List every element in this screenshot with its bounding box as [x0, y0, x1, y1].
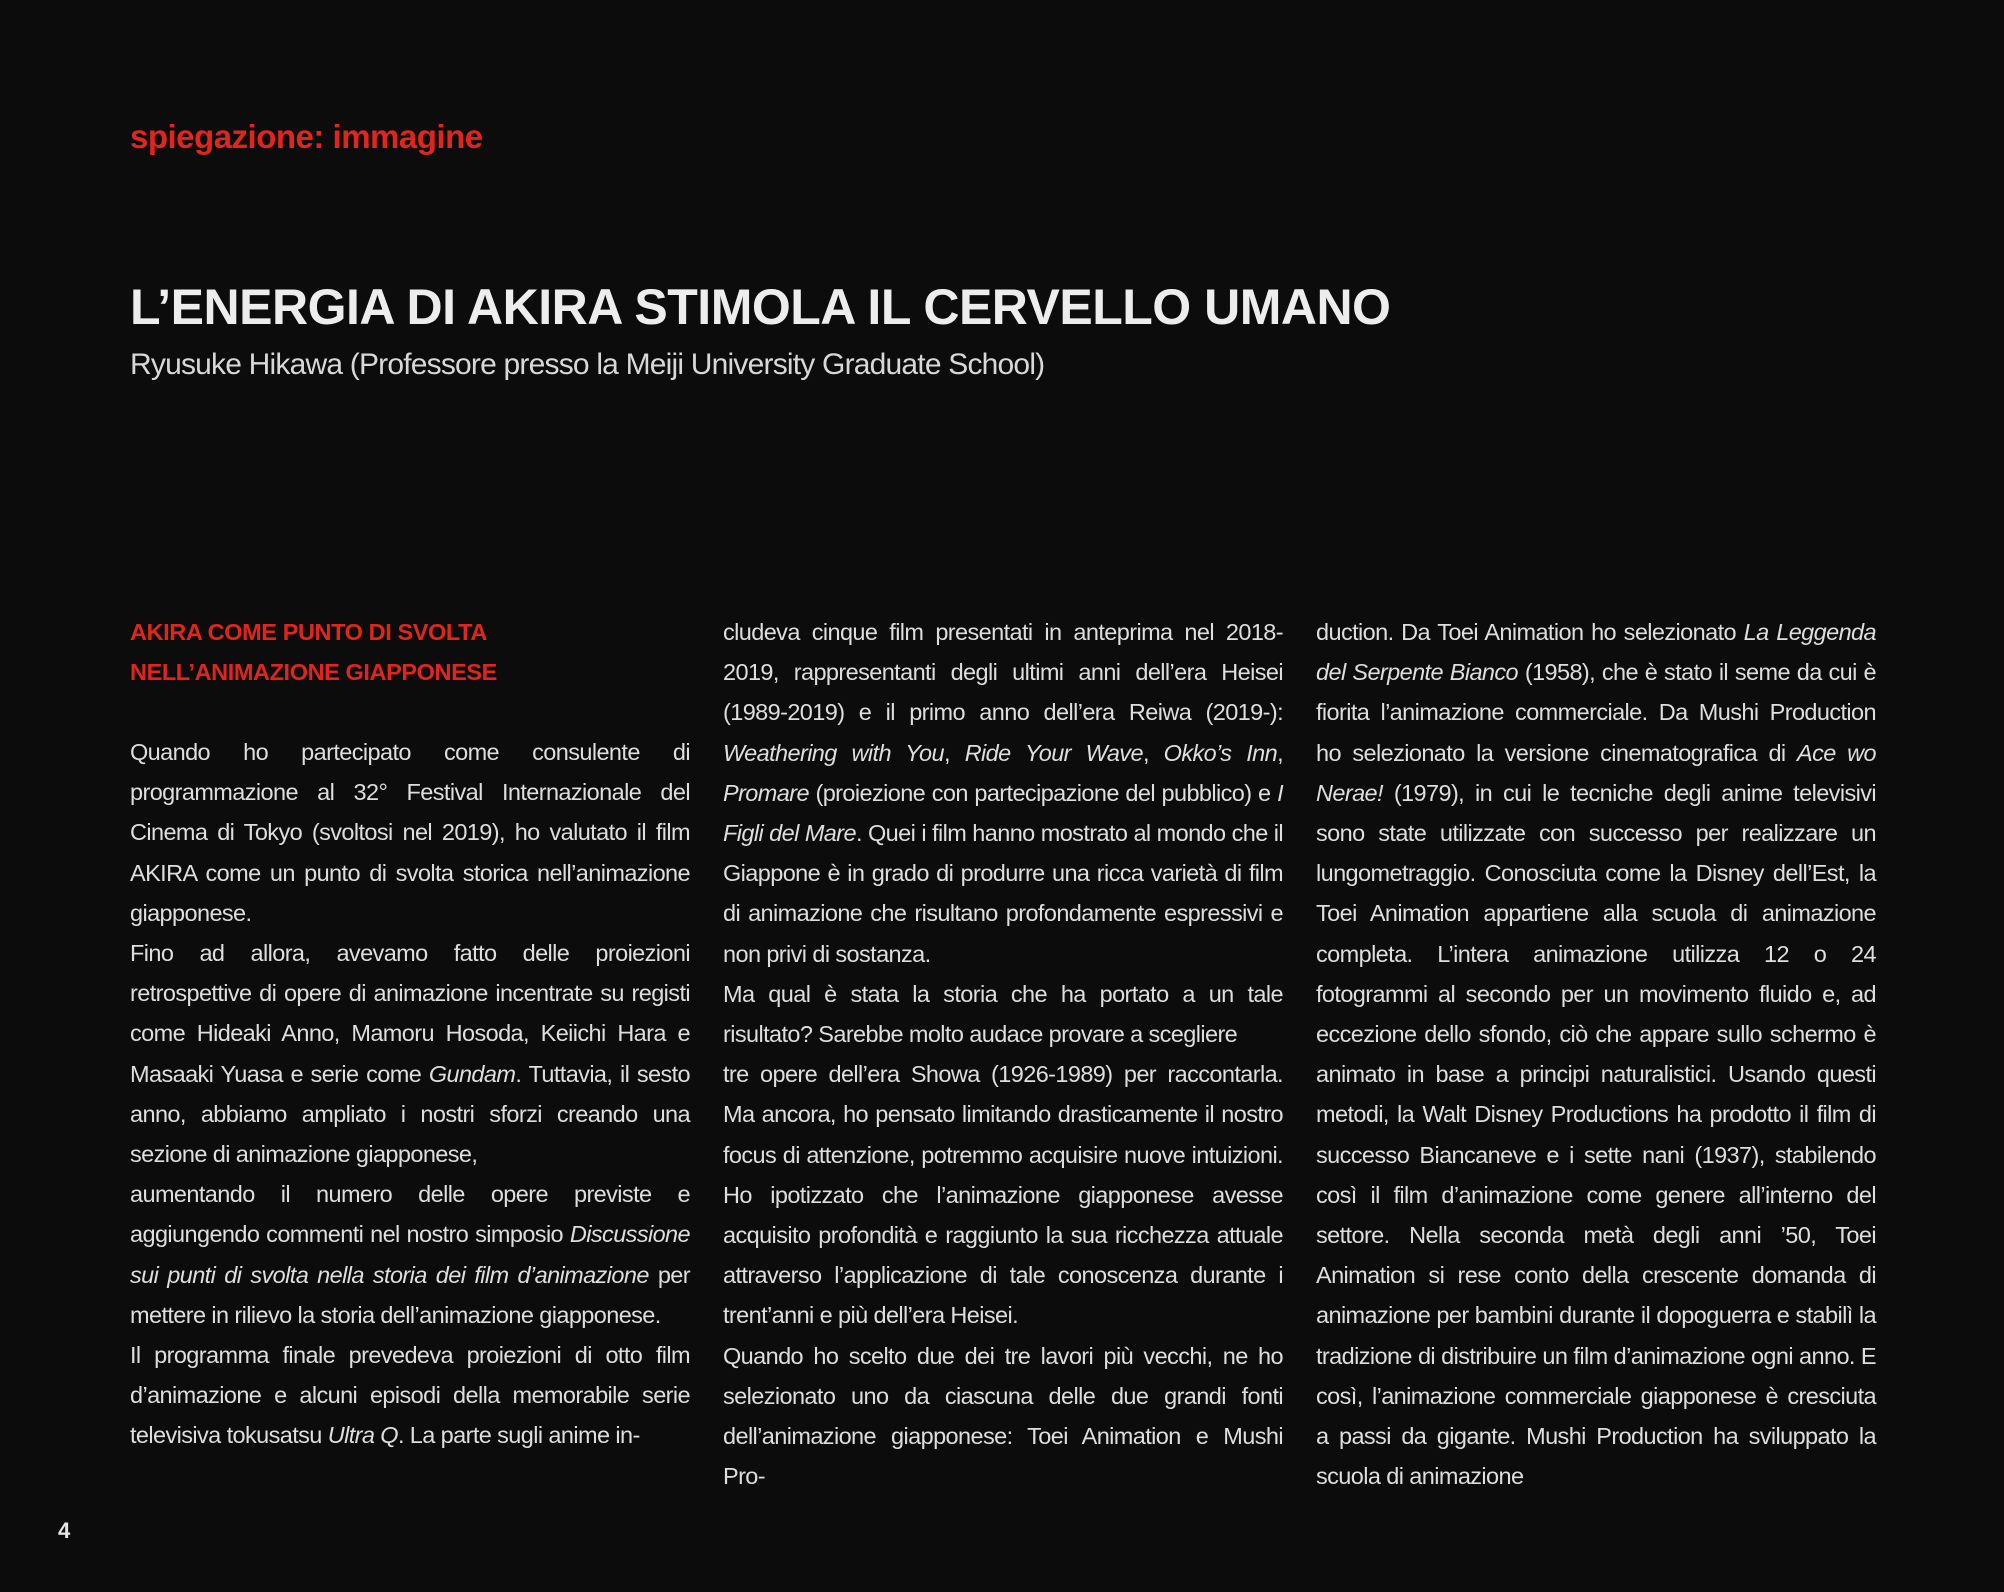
- work-title: Ace wo Nerae!: [1316, 739, 1876, 806]
- paragraph: Il programma finale prevedeva proiezioni di otto film d’animazione e alcuni episodi della memorabile serie televisiva tokusatsu Ultra Q. La parte sugli anime in-: [130, 1342, 690, 1449]
- work-title: Promare: [723, 779, 809, 806]
- paragraph: cludeva cinque film presentati in anteprima nel 2018-2019, rappresentanti degli ultimi anni dell’era Heisei (1989-2019) e il primo anno dell’era Reiwa (2019-): Weathering with You, Ride Your Wave, Okko’s Inn, Promare (proiezione con partecipazione del pubblico) e I Figli del Mare. Quei i film hanno mostrato al mondo che il Giappone è in grado di produrre una ricca varietà di film di animazione che risultano profondamente espressivi e non privi di sostanza.: [723, 619, 1284, 967]
- work-title: Ride Your Wave: [964, 739, 1143, 766]
- work-title: Gundam: [428, 1060, 516, 1087]
- article-author: Ryusuke Hikawa (Professore presso la Meiji University Graduate School): [130, 348, 1045, 381]
- section-subheading: AKIRA COME PUNTO DI SVOLTA NELL’ANIMAZIONE GIAPPONESE: [130, 619, 497, 685]
- page-number: 4: [58, 1518, 71, 1543]
- work-title: Weathering with You: [723, 739, 944, 766]
- paragraph: Ma qual è stata la storia che ha portato a un tale risultato? Sarebbe molto audace provare a scegliere: [723, 980, 1283, 1048]
- paragraph: Fino ad allora, avevamo fatto delle proiezioni retrospettive di opere di animazione incentrate su registi come Hideaki Anno, Mamoru Hosoda, Keiichi Hara e Masaaki Yuasa e serie come Gundam. Tuttavia, il sesto anno, abbiamo ampliato i nostri sforzi creando una sezione di animazione giapponese,: [130, 940, 690, 1168]
- work-title: I Figli del Mare: [723, 779, 1283, 847]
- paragraph: tre opere dell’era Showa (1926-1989) per raccontarla. Ma ancora, ho pensato limitando drasticamente il nostro focus di attenzione, potremmo acquisire nuove intuizioni. Ho ipotizzato che l’animazione giapponese avesse acquisito profondità e raggiunto la sua ricchezza attuale attraverso l’applicazione di tale conoscenza durante i trent’anni e più dell’era Heisei.: [723, 1061, 1283, 1329]
- paragraph: duction. Da Toei Animation ho selezionato La Leggenda del Serpente Bianco (1958), che è stato il seme da cui è fiorita l’animazione commerciale. Da Mushi Production ho selezionato la versione cinematografica di Ace wo Nerae! (1979), in cui le tecniche degli anime televisivi sono state utilizzate con successo per realizzare un lungometraggio. Conosciuta come la Disney dell’Est, la Toei Animation appartiene alla scuola di animazione completa. L’intera animazione utilizza 12 o 24 fotogrammi al secondo per un movimento fluido e, ad eccezione dello sfondo, ciò che appare sullo schermo è animato in base a principi naturalistici. Usando questi metodi, la Walt Disney Productions ha prodotto il film di successo Biancaneve e i sette nani (1937), stabilendo così il film d’animazione come genere all’interno del settore. Nella seconda metà degli anni ’50, Toei Animation si rese conto della crescente domanda di animazione per bambini durante il dopoguerra e stabilì la tradizione di distribuire un film d’animazione ogni anno. E così, l’animazione commerciale giapponese è cresciuta a passi da gigante. Mushi Production ha sviluppato la scuola di animazione: [1316, 619, 1876, 1490]
- text-column-1: [130, 612, 690, 1456]
- paragraph: Quando ho partecipato come consulente di programmazione al 32° Festival Internazionale del Cinema di Tokyo (svoltosi nel 2019), ho valutato il film AKIRA come un punto di svolta storica nell’animazione giapponese.: [130, 739, 690, 926]
- section-tag: spiegazione: immagine: [130, 118, 483, 155]
- text-column-3: [1316, 612, 1876, 1496]
- work-title: Discussione sui punti di svolta nella storia dei film d’animazione: [130, 1221, 690, 1288]
- text-column-2: [723, 612, 1283, 1496]
- article-title: L’ENERGIA DI AKIRA STIMOLA IL CERVELLO UMANO: [130, 279, 1391, 335]
- work-title: La Leggenda del Serpente Bianco: [1316, 619, 1876, 686]
- paragraph: Quando ho scelto due dei tre lavori più vecchi, ne ho selezionato uno da ciascuna delle due grandi fonti dell’animazione giapponese: Toei Animation e Mushi Pro-: [723, 1342, 1283, 1490]
- paragraph: aumentando il numero delle opere previste e aggiungendo commenti nel nostro simposio Discussione sui punti di svolta nella storia dei film d’animazione per mettere in rilievo la storia dell’animazione giapponese.: [130, 1181, 690, 1328]
- work-title: Okko’s Inn: [1163, 739, 1278, 766]
- work-title: Ultra Q: [327, 1422, 398, 1449]
